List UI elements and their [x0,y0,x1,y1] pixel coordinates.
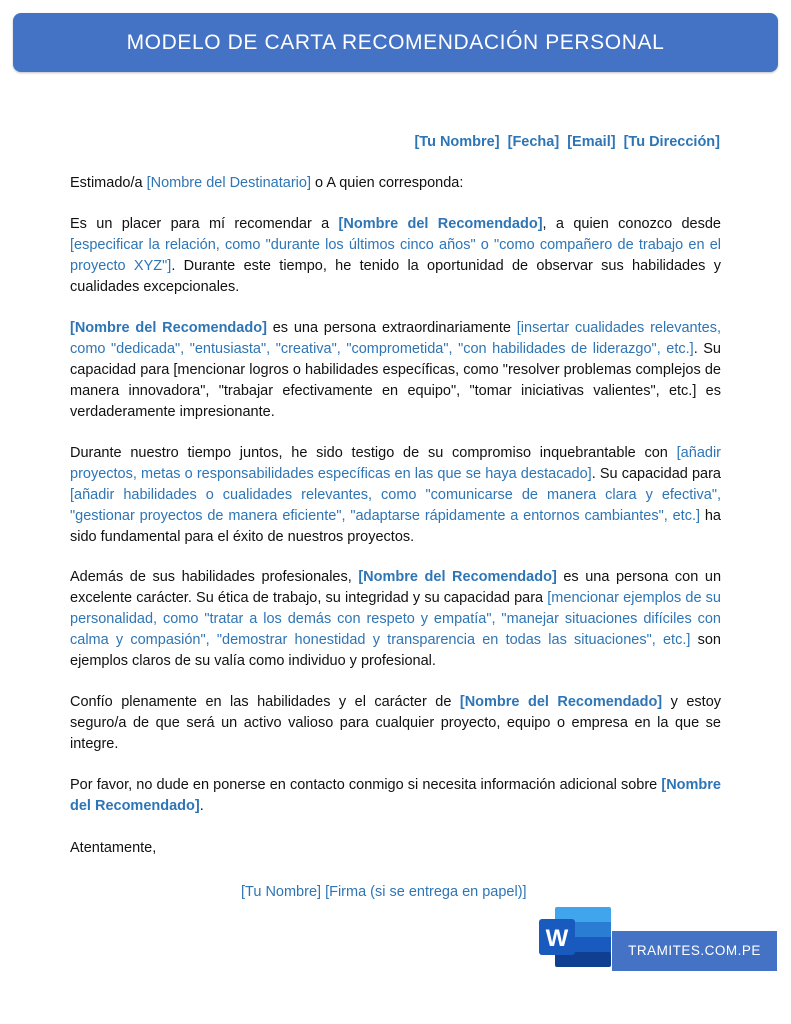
p6-text-c: . [199,798,204,814]
projects-placeholder: [añadir proyectos, metas o responsabilidades específicas en las que se haya destacado] [70,445,721,482]
sender-address: [Tu Dirección] [623,134,720,150]
closing-text: Atentamente, [70,840,157,856]
recommended-name: [Nombre del Recomendado] [70,320,267,336]
sender-email: [Email] [567,134,616,150]
tramites-badge[interactable]: TRAMITES.COM.PE [612,931,777,971]
p4-text-e: son ejemplos claros de su valía como individuo y profesional. [70,632,721,669]
paragraph-5 [70,692,721,755]
p5-text-c: y estoy seguro/a de que será un activo valioso para cualquier proyecto, equipo o empresa en la que se integre. [70,694,722,752]
p1-text-c: , a quien conozco desde [542,216,721,232]
p3-text-a: Durante nuestro tiempo juntos, he sido testigo de su compromiso inquebrantable con [70,445,677,461]
p3-text-c: . Su capacidad para [591,466,721,482]
recipient-placeholder: [Nombre del Destinatario] [146,175,311,191]
sender-name: [Tu Nombre] [414,134,500,150]
signature-name: [Tu Nombre] [241,884,322,900]
p5-text-a: Confío plenamente en las habilidades y el carácter de [70,694,460,710]
word-icon [537,905,613,969]
p2-text-d: . Su capacidad para [mencionar logros o habilidades específicas, como "resolver problemas complejos de manera innovadora", "trabajar efectivamente en equipo", "tomar iniciativas valientes", etc.] es verdaderamente impresionante. [70,341,721,420]
paragraph-2 [70,318,721,423]
paragraph-4 [70,567,721,672]
greeting-suffix: o A quien corresponda: [311,175,464,191]
p6-text-a: Por favor, no dude en ponerse en contacto conmigo si necesita información adicional sobre [70,777,662,793]
word-icon-letter: W [545,925,569,952]
p1-text-a: Es un placer para mí recomendar a [70,216,339,232]
sender-info [410,134,720,150]
p3-text-e: ha sido fundamental para el éxito de nuestros proyectos. [70,508,721,545]
signature-line [241,884,527,900]
signature-sign: [Firma (si se entrega en papel)] [325,884,527,900]
paragraph-1 [70,214,721,298]
closing [70,838,721,859]
recommended-name: [Nombre del Recomendado] [459,694,663,710]
sender-date: [Fecha] [507,134,560,150]
paragraph-6 [70,775,721,817]
page-title: MODELO DE CARTA RECOMENDACIÓN PERSONAL [126,31,665,54]
p2-text-b: es una persona extraordinariamente [266,320,517,336]
greeting-prefix: Estimado/a [70,175,147,191]
greeting [70,173,721,194]
p4-text-a: Además de sus habilidades profesionales, [70,569,359,585]
relationship-placeholder: [especificar la relación, como "durante los últimos cinco años" o "como compañero de trabajo en el proyecto XYZ"] [70,237,721,274]
title-banner [13,13,778,72]
qualities-placeholder: [insertar cualidades relevantes, como "dedicada", "entusiasta", "creativa", "comprometida", "con habilidades de liderazgo", etc.] [70,320,721,357]
recommended-name: [Nombre del Recomendado] [358,569,557,585]
p4-text-c: es una persona con un excelente carácter. Su ética de trabajo, su integridad y su capacidad para [70,569,722,606]
recommended-name: [Nombre del Recomendado] [70,777,721,814]
personality-placeholder: [mencionar ejemplos de su personalidad, como "tratar a los demás con respeto y empatía", "manejar situaciones difíciles con calma y compasión", "demostrar honestidad y transparencia en todas las situaciones", etc.] [70,590,721,648]
skills-placeholder: [añadir habilidades o cualidades relevantes, como "comunicarse de manera clara y efectiva", "gestionar proyectos de manera eficiente", "adaptarse rápidamente a entornos cambiantes", etc.] [70,487,721,524]
p1-text-e: . Durante este tiempo, he tenido la oportunidad de observar sus habilidades y cualidades excepcionales. [70,258,721,295]
paragraph-3 [70,443,721,548]
recommended-name: [Nombre del Recomendado] [338,216,543,232]
